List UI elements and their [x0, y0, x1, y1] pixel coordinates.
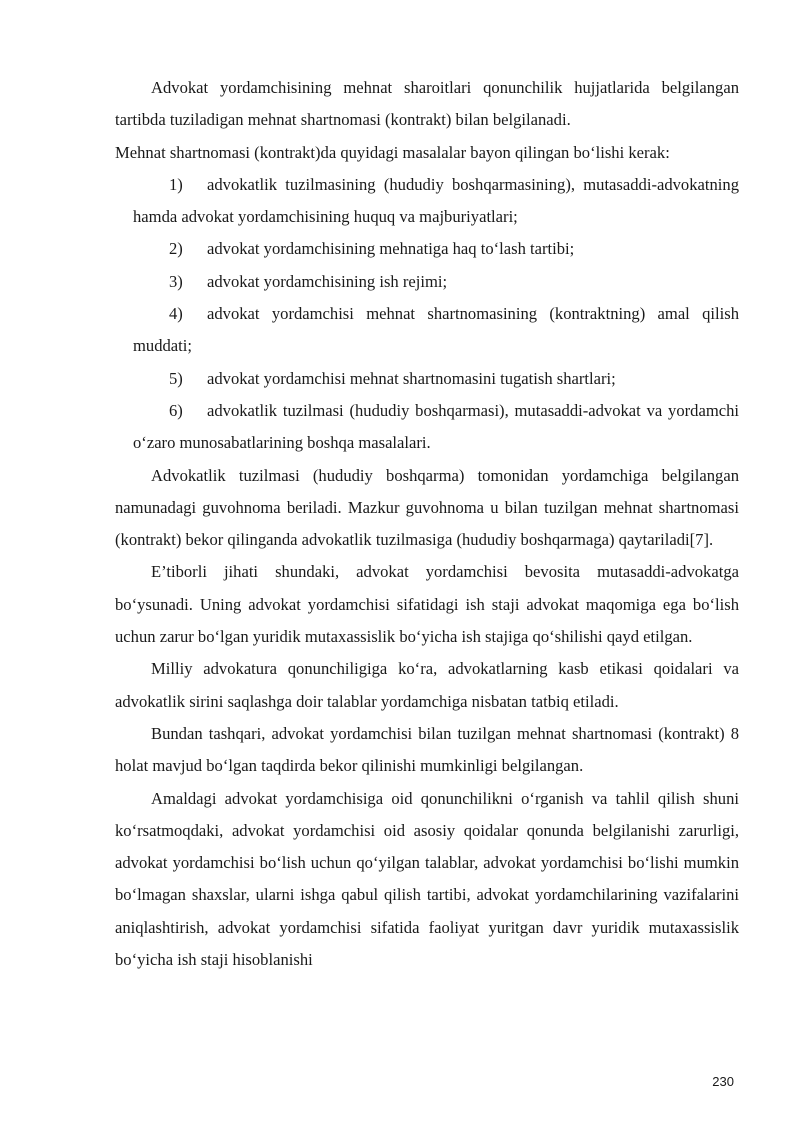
list-item — [115, 169, 739, 234]
list-item — [115, 298, 739, 363]
paragraph-list-intro: Mehnat shartnomasi (kontrakt)da quyidagi masalalar bayon qilingan bo‘lishi kerak: — [115, 142, 670, 162]
list-item-number: 5) — [169, 368, 183, 388]
list-item-text: advokat yordamchisining mehnatiga haq to‘lash tartibi; — [207, 239, 575, 259]
list-item — [115, 233, 739, 265]
list-item-number: 3) — [169, 271, 183, 291]
list-item-text: advokat yordamchisi mehnat shartnomasining (kontraktning) amal qilish muddati; — [133, 304, 739, 356]
list-item-number: 2) — [169, 239, 183, 259]
paragraph: Bundan tashqari, advokat yordamchisi bilan tuzilgan mehnat shartnomasi (kontrakt) 8 holat mavjud bo‘lgan taqdirda bekor qilinishi mumkinligi belgilangan. — [115, 723, 739, 776]
list-item — [115, 395, 739, 460]
list-item-text: advokatlik tuzilmasi (hududiy boshqarmasi), mutasaddi-advokat va yordamchi o‘zaro munosabatlarining boshqa masalalari. — [133, 400, 739, 453]
page-number: 230 — [712, 1074, 734, 1089]
list-item-text: advokat yordamchisining ish rejimi; — [207, 271, 448, 291]
list-item — [115, 266, 739, 298]
list-item — [115, 363, 739, 395]
paragraph: Milliy advokatura qonunchiligiga ko‘ra, advokatlarning kasb etikasi qoidalari va advokatlik sirini saqlashga doir talablar yordamchiga nisbatan tatbiq etiladi. — [115, 659, 739, 711]
paragraph: Advokatlik tuzilmasi (hududiy boshqarma) tomonidan yordamchiga belgilangan namunadagi guvohnoma beriladi. Mazkur guvohnoma u bilan tuzilgan mehnat shartnomasi (kontrakt) bekor qilinganda advokatlik tuzilmasiga (hududiy boshqarmaga) qaytariladi[7]. — [115, 465, 739, 550]
list-item-text: advokat yordamchisi mehnat shartnomasini tugatish shartlari; — [207, 368, 616, 388]
list-item-number: 1) — [169, 174, 183, 194]
list-item-number: 6) — [169, 400, 183, 420]
document-body — [115, 72, 739, 976]
paragraph: Amaldagi advokat yordamchisiga oid qonunchilikni o‘rganish va tahlil qilish shuni ko‘rsatmoqdaki, advokat yordamchisi oid asosiy qoidalar qonunda belgilanishi zarurligi, advokat yordamchisi bo‘lish uchun qo‘yilgan talablar, advokat yordamchisi bo‘lishi mumkin bo‘lmagan shaxslar, ularni ishga qabul qilish tartibi, advokat yordamchilarining vazifalarini aniqlashtirish, advokat yordamchisi sifatida faoliyat yuritgan davr yuridik mutaxassislik bo‘yicha ish staji hisoblanishi — [115, 788, 739, 970]
paragraph-intro: Advokat yordamchisining mehnat sharoitlari qonunchilik hujjatlarida belgilangan tartibda tuziladigan mehnat shartnomasi (kontrakt) bilan belgilanadi. — [115, 78, 739, 130]
list-item-text: advokatlik tuzilmasining (hududiy boshqarmasining), mutasaddi-advokatning hamda advokat yordamchisining huquq va majburiyatlari; — [133, 174, 739, 227]
list-item-number: 4) — [169, 304, 183, 324]
paragraph: E’tiborli jihati shundaki, advokat yordamchisi bevosita mutasaddi-advokatga bo‘ysunadi. Uning advokat yordamchisi sifatidagi ish staji advokat maqomiga ega bo‘lish uchun zarur bo‘lgan yuridik mutaxassislik bo‘yicha ish stajiga qo‘shilishi qayd etilgan. — [115, 562, 739, 647]
